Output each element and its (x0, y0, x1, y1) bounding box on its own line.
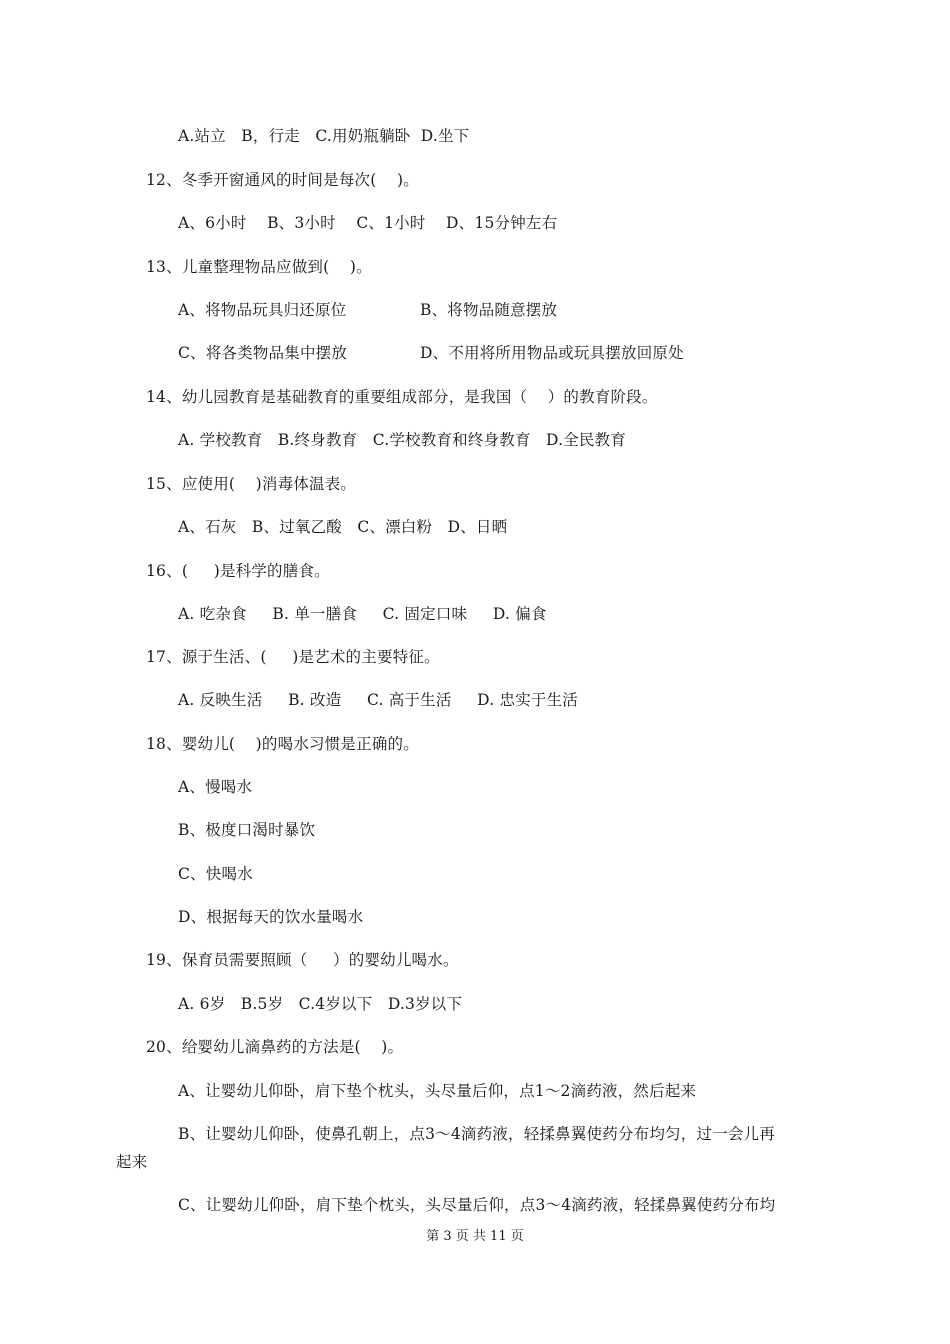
q18-question: 18、婴幼儿( )的喝水习惯是正确的。 (146, 735, 419, 753)
q14-question: 14、幼儿园教育是基础教育的重要组成部分，是我国（ ）的教育阶段。 (146, 388, 658, 406)
q13-option-c: C、将各类物品集中摆放 (178, 344, 348, 362)
q20-option-c: C、让婴幼儿仰卧，肩下垫个枕头，头尽量后仰，点3～4滴药液，轻揉鼻翼使药分布均 (178, 1196, 776, 1214)
q12-question: 12、冬季开窗通风的时间是每次( )。 (146, 171, 419, 189)
q15-options: A、石灰 B、过氧乙酸 C、漂白粉 D、日晒 (178, 518, 508, 536)
q20-option-a: A、让婴幼儿仰卧，肩下垫个枕头，头尽量后仰，点1～2滴药液，然后起来 (178, 1082, 697, 1100)
q17-options: A. 反映生活 B. 改造 C. 高于生活 D. 忠实于生活 (178, 691, 578, 709)
q12-options: A、6小时 B、3小时 C、1小时 D、15分钟左右 (178, 214, 558, 232)
q15-question: 15、应使用( )消毒体温表。 (146, 475, 357, 493)
q14-options: A. 学校教育 B.终身教育 C.学校教育和终身教育 D.全民教育 (178, 431, 627, 449)
q13-option-b: B、将物品随意摆放 (420, 301, 558, 319)
q16-options: A. 吃杂食 B. 单一膳食 C. 固定口味 D. 偏食 (178, 605, 547, 623)
q13-option-a: A、将物品玩具归还原位 (178, 301, 347, 319)
q20-option-b: B、让婴幼儿仰卧，使鼻孔朝上，点3～4滴药液，轻揉鼻翼使药分布均匀，过一会儿再 (178, 1125, 775, 1143)
q19-options: A. 6岁 B.5岁 C.4岁以下 D.3岁以下 (178, 995, 463, 1013)
q13-question: 13、儿童整理物品应做到( )。 (146, 258, 372, 276)
q18-option-c: C、快喝水 (178, 865, 253, 883)
q18-option-d: D、根据每天的饮水量喝水 (178, 908, 364, 926)
q13-option-d: D、不用将所用物品或玩具摆放回原处 (420, 344, 684, 362)
page-footer: 第 3 页 共 11 页 (426, 1229, 524, 1244)
q18-option-a: A、慢喝水 (178, 778, 253, 796)
q11-options: A.站立 B，行走 C.用奶瓶躺卧 D.坐下 (178, 127, 470, 145)
q16-question: 16、( )是科学的膳食。 (146, 562, 330, 580)
q17-question: 17、源于生活、( )是艺术的主要特征。 (146, 648, 440, 666)
q20-option-b-continued: 起来 (116, 1153, 148, 1171)
q18-option-b: B、极度口渴时暴饮 (178, 821, 316, 839)
q19-question: 19、保育员需要照顾（ ）的婴幼儿喝水。 (146, 951, 459, 969)
q20-question: 20、给婴幼儿滴鼻药的方法是( )。 (146, 1038, 404, 1056)
